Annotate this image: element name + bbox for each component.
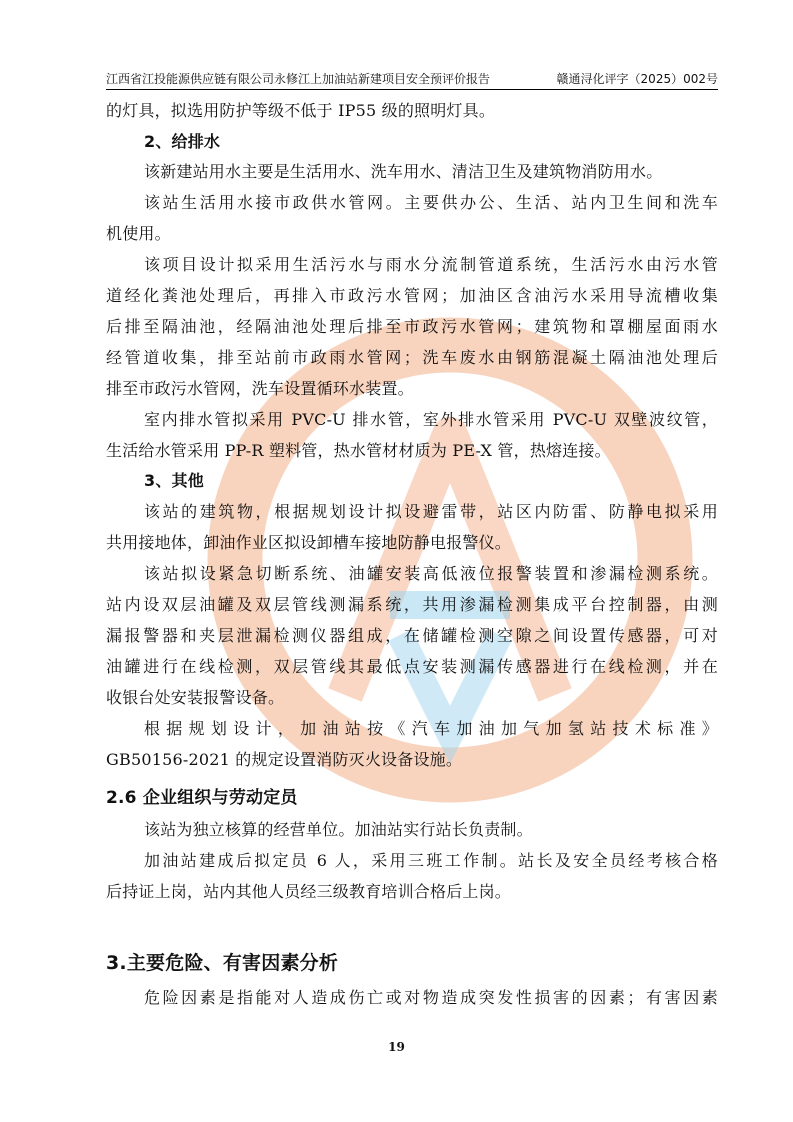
- body-line: 根据规划设计，加油站按《汽车加油加气加氢站技术标准》: [144, 719, 718, 738]
- section-heading: 2.6 企业组织与劳动定员: [106, 788, 298, 808]
- body-line: 油罐进行在线检测，双层管线其最低点安装测漏传感器进行在线检测，并在: [106, 657, 718, 676]
- body-line: 加油站建成后拟定员 6 人，采用三班工作制。站长及安全员经考核合格: [144, 851, 718, 870]
- document-number: 赣通浔化评字（2025）002号: [556, 72, 718, 86]
- body-line: GB50156-2021 的规定设置消防灭火设备设施。: [106, 750, 463, 769]
- body-line: 该站生活用水接市政供水管网。主要供办公、生活、站内卫生间和洗车: [144, 193, 718, 212]
- report-title: 江西省江投能源供应链有限公司永修江上加油站新建项目安全预评价报告: [106, 72, 491, 86]
- body-line: 机使用。: [106, 224, 171, 243]
- body-line: 共用接地体，卸油作业区拟设卸槽车接地防静电报警仪。: [106, 533, 512, 552]
- chapter-heading: 3.主要危险、有害因素分析: [106, 952, 339, 974]
- section-heading: 2、给排水: [144, 132, 221, 151]
- body-line: 危险因素是指能对人造成伤亡或对物造成突发性损害的因素；有害因素: [144, 988, 718, 1007]
- body-line: 室内排水管拟采用 PVC-U 排水管，室外排水管采用 PVC-U 双壁波纹管，: [144, 410, 718, 429]
- body-line: 的灯具，拟选用防护等级不低于 IP55 级的照明灯具。: [106, 101, 496, 120]
- body-line: 收银台处安装报警设备。: [106, 688, 285, 707]
- body-line: 该站拟设紧急切断系统、油罐安装高低液位报警装置和渗漏检测系统。: [144, 564, 718, 583]
- body-line: 该站为独立核算的经营单位。加油站实行站长负责制。: [144, 820, 533, 839]
- body-line: 该新建站用水主要是生活用水、洗车用水、清洁卫生及建筑物消防用水。: [144, 162, 663, 181]
- body-line: 后排至隔油池，经隔油池处理后排至市政污水管网；建筑物和罩棚屋面雨水: [106, 317, 718, 336]
- section-heading: 3、其他: [144, 471, 204, 490]
- body-line: 漏报警器和夹层泄漏检测仪器组成，在储罐检测空隙之间设置传感器，可对: [106, 626, 718, 645]
- body-line: 后持证上岗，站内其他人员经三级教育培训合格后上岗。: [106, 882, 512, 901]
- body-line: 该站的建筑物，根据规划设计拟设避雷带，站区内防雷、防静电拟采用: [144, 502, 718, 521]
- body-line: 经管道收集，排至站前市政雨水管网；洗车废水由钢筋混凝土隔油池处理后: [106, 348, 718, 367]
- page-header: [106, 70, 718, 88]
- body-line: 道经化粪池处理后，再排入市政污水管网；加油区含油污水采用导流槽收集: [106, 286, 718, 305]
- body-line: 该项目设计拟采用生活污水与雨水分流制管道系统，生活污水由污水管: [144, 255, 718, 274]
- page-number: 19: [388, 1040, 405, 1054]
- body-line: 排至市政污水管网，洗车设置循环水装置。: [106, 379, 414, 398]
- body-line: 站内设双层油罐及双层管线测漏系统，共用渗漏检测集成平台控制器，由测: [106, 595, 718, 614]
- header-rule: [106, 89, 718, 90]
- body-line: 生活给水管采用 PP-R 塑料管，热水管材材质为 PE-X 管，热熔连接。: [106, 441, 611, 460]
